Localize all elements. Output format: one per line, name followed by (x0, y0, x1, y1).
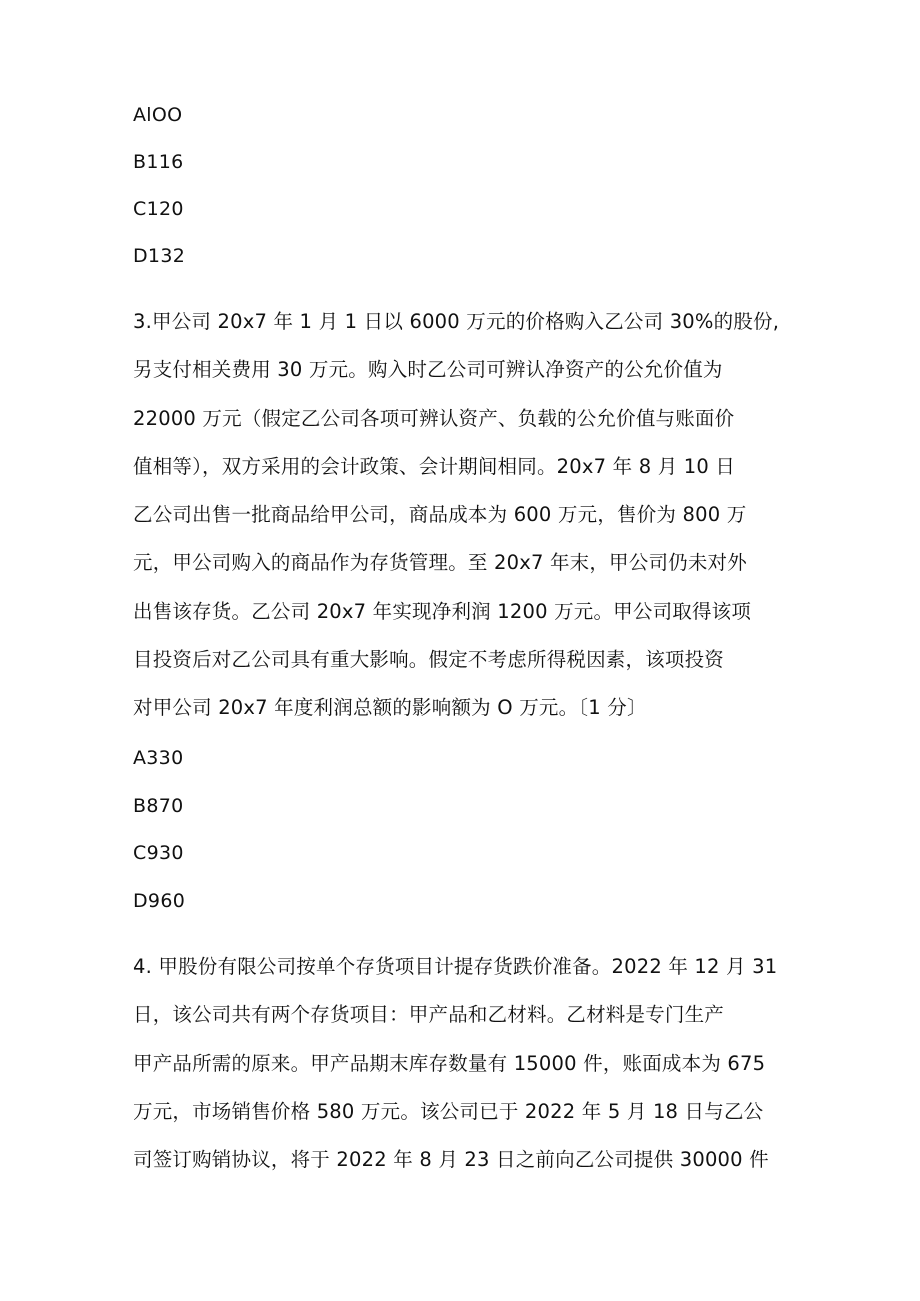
q2-option-a: AlOO (133, 104, 183, 126)
q3-option-b: B870 (133, 795, 184, 817)
question-3-line: 3.甲公司 20x7 年 1 月 1 日以 6000 万元的价格购入乙公司 30%的股份, (133, 310, 780, 333)
question-3-text (133, 307, 793, 742)
question-3-line: 元，甲公司购入的商品作为存货管理。至 20x7 年末，甲公司仍未对外 (133, 551, 747, 575)
question-3-line: 22000 万元（假定乙公司各项可辨认资产、负载的公允价值与账面价 (133, 406, 735, 430)
question-4-line: 4. 甲股份有限公司按单个存货项目计提存货跌价准备。2022 年 12 月 31 (133, 955, 778, 978)
question-3-line: 对甲公司 20x7 年度利润总额的影响额为 O 万元。〔1 分〕 (133, 696, 647, 720)
question-4-text (133, 952, 793, 1193)
question-3-line: 目投资后对乙公司具有重大影响。假定不考虑所得税因素，该项投资 (133, 648, 725, 672)
q3-option-a: A330 (133, 747, 184, 769)
question-4-line: 甲产品所需的原来。甲产品期末库存数量有 15000 件，账面成本为 675 (133, 1051, 766, 1075)
question-3-line: 另支付相关费用 30 万元。购入时乙公司可辨认净资产的公允价值为 (133, 358, 723, 382)
question-4-line: 万元，市场销售价格 580 万元。该公司已于 2022 年 5 月 18 日与乙公 (133, 1099, 764, 1123)
question-3-line: 乙公司出售一批商品给甲公司，商品成本为 600 万元，售价为 800 万 (133, 503, 747, 527)
question-4-line: 司签订购销协议，将于 2022 年 8 月 23 日之前向乙公司提供 30000 件 (133, 1148, 769, 1172)
q2-option-c: C120 (133, 198, 184, 220)
q2-option-b: B116 (133, 151, 184, 173)
q3-option-c: C930 (133, 842, 184, 864)
question-3-line: 出售该存货。乙公司 20x7 年实现净利润 1200 万元。甲公司取得该项 (133, 599, 752, 623)
question-3-line: 值相等），双方采用的会计政策、会计期间相同。20x7 年 8 月 10 日 (133, 454, 736, 478)
q2-option-d: D132 (133, 245, 186, 267)
question-4-line: 日，该公司共有两个存货项目：甲产品和乙材料。乙材料是专门生产 (133, 1003, 725, 1027)
q3-option-d: D960 (133, 890, 186, 912)
